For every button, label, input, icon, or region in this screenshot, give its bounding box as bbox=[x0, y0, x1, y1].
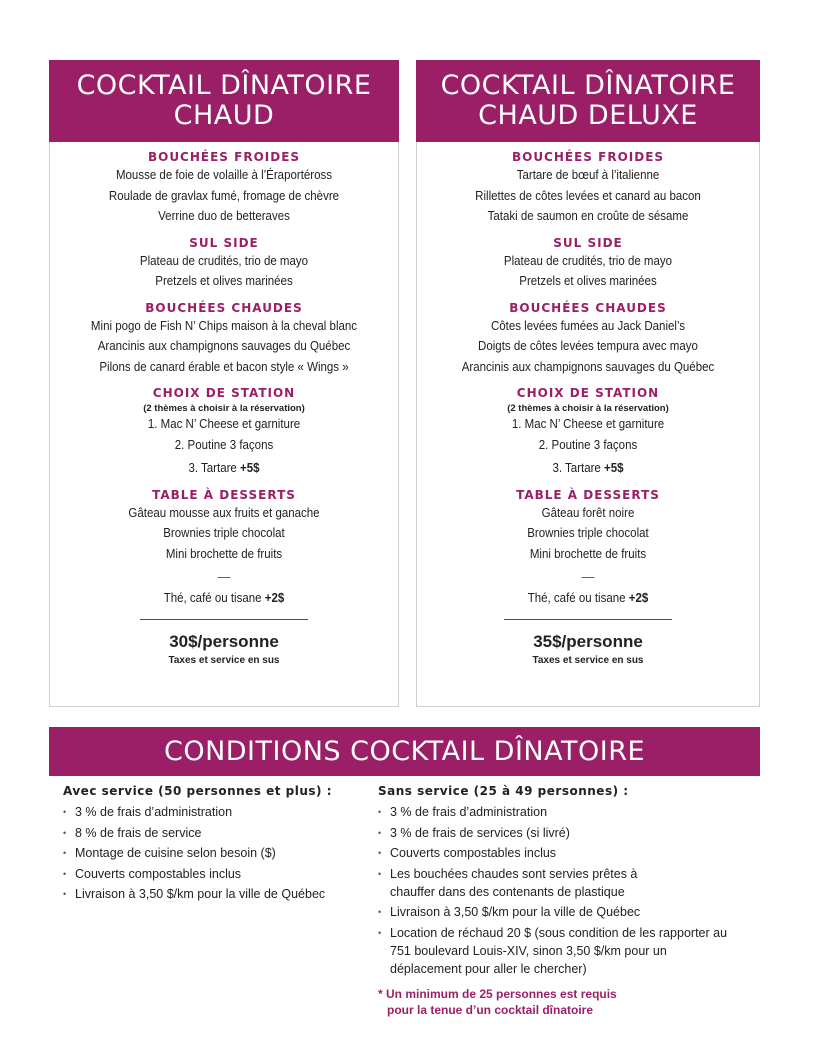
section-title: TABLE À DESSERTS bbox=[152, 487, 296, 502]
menu-item: Gâteau forêt noire bbox=[541, 505, 635, 520]
without-service-list bbox=[378, 803, 758, 978]
menu-item: Arancinis aux champignons sauvages du Québec bbox=[461, 359, 715, 374]
menu-item: Plateau de crudités, trio de mayo bbox=[139, 253, 309, 268]
price-divider bbox=[140, 619, 308, 620]
list-item: • Couverts compostables inclus bbox=[378, 844, 758, 862]
with-service-list bbox=[63, 803, 363, 903]
menu-item: Plateau de crudités, trio de mayo bbox=[503, 253, 673, 268]
price-per-person: 35$/personne bbox=[533, 631, 643, 651]
menu-item: Arancinis aux champignons sauvages du Québec bbox=[97, 339, 351, 353]
conditions-header bbox=[49, 727, 760, 776]
with-service-title: Avec service (50 personnes et plus) : bbox=[63, 784, 333, 798]
taxes-note: Taxes et service en sus bbox=[168, 654, 280, 666]
menu-item: 1. Mac N’ Cheese et garniture bbox=[147, 417, 301, 431]
section-title: BOUCHÉES FROIDES bbox=[147, 150, 301, 164]
conditions-title: CONDITIONS COCKTAIL DÎNATOIRE bbox=[163, 736, 646, 767]
menu-item: Rillettes de côtes levées et canard au bacon bbox=[475, 188, 701, 203]
menu-title-line1: COCKTAIL DÎNATOIRE bbox=[76, 70, 372, 101]
without-service-title: Sans service (25 à 49 personnes) : bbox=[378, 784, 629, 798]
menu-card-body bbox=[417, 142, 759, 666]
menu-item: Mini brochette de fruits bbox=[529, 546, 647, 561]
list-item: • Montage de cuisine selon besoin ($) bbox=[63, 844, 363, 862]
menu-item: Roulade de gravlax fumé, fromage de chèvre bbox=[108, 188, 340, 203]
menu-item: Pretzels et olives marinées bbox=[519, 274, 657, 288]
menu-item: Gâteau mousse aux fruits et ganache bbox=[128, 505, 320, 520]
list-item: • 8 % de frais de service bbox=[63, 824, 363, 842]
menu-item: Doigts de côtes levées tempura avec mayo bbox=[478, 339, 698, 353]
menu-title-line1: COCKTAIL DÎNATOIRE bbox=[440, 70, 736, 101]
menu-item: Tartare de bœuf à l’italienne bbox=[516, 168, 660, 182]
taxes-note: Taxes et service en sus bbox=[532, 654, 644, 666]
menu-item: Brownies triple chocolat bbox=[163, 526, 285, 540]
list-item: • 3 % de frais de services (si livré) bbox=[378, 824, 758, 842]
drinks-label: Thé, café ou tisane bbox=[527, 591, 626, 605]
drinks-label: Thé, café ou tisane bbox=[163, 591, 262, 605]
menu-card-body bbox=[50, 142, 398, 666]
menu-item: Brownies triple chocolat bbox=[527, 526, 649, 540]
station-note: (2 thèmes à choisir à la réservation) bbox=[507, 403, 669, 414]
list-item: • Livraison à 3,50 $/km pour la ville de Québec bbox=[378, 903, 758, 921]
menu-item: Côtes levées fumées au Jack Daniel’s bbox=[490, 318, 686, 333]
drinks-line bbox=[64, 588, 384, 609]
menu-item: Pilons de canard érable et bacon style « Wings » bbox=[99, 359, 349, 374]
menu-item: Mini pogo de Fish N’ Chips maison à la cheval blanc bbox=[90, 318, 358, 333]
menu-card-chaud-deluxe bbox=[416, 60, 760, 707]
section-title: BOUCHÉES CHAUDES bbox=[145, 300, 303, 315]
menu-item: Pretzels et olives marinées bbox=[155, 274, 293, 288]
section-title: SUL SIDE bbox=[189, 235, 259, 250]
minimum-note-line2: pour la tenue d’un cocktail dînatoire bbox=[387, 1002, 594, 1017]
section-title: TABLE À DESSERTS bbox=[516, 487, 660, 502]
section-title: CHOIX DE STATION bbox=[516, 386, 660, 400]
list-item: • Location de réchaud 20 $ (sous condition de les rapporter au 751 boulevard Louis-XIV, sinon 3,50 $/km pour un déplacement pour aller le chercher) bbox=[378, 924, 740, 978]
separator-dash: — bbox=[581, 569, 595, 584]
drinks-price: +2$ bbox=[264, 591, 285, 605]
menu-item: Verrine duo de betteraves bbox=[158, 209, 290, 223]
tartare-label: 3. Tartare bbox=[188, 461, 237, 475]
tartare-price: +5$ bbox=[604, 461, 624, 475]
menu-item: Tataki de saumon en croûte de sésame bbox=[487, 209, 689, 223]
tartare-label: 3. Tartare bbox=[552, 461, 601, 475]
minimum-note-line1: * Un minimum de 25 personnes est requis bbox=[378, 986, 617, 1001]
section-title: BOUCHÉES CHAUDES bbox=[509, 300, 667, 315]
station-note: (2 thèmes à choisir à la réservation) bbox=[143, 403, 305, 414]
list-item: • Livraison à 3,50 $/km pour la ville de Québec bbox=[63, 885, 363, 903]
menu-item: Mini brochette de fruits bbox=[165, 546, 283, 561]
menu-title-line2: CHAUD bbox=[173, 100, 275, 131]
price-per-person: 30$/personne bbox=[169, 631, 279, 651]
list-item: • Les bouchées chaudes sont servies prêtes à chauffer dans des contenants de plastique bbox=[378, 865, 640, 901]
price-divider bbox=[504, 619, 672, 620]
minimum-note bbox=[378, 986, 758, 1018]
drinks-line bbox=[431, 588, 746, 609]
tartare-price: +5$ bbox=[240, 461, 260, 475]
conditions-with-service bbox=[63, 783, 363, 906]
drinks-price: +2$ bbox=[628, 591, 649, 605]
menu-item: 1. Mac N’ Cheese et garniture bbox=[511, 417, 665, 431]
list-item: • Couverts compostables inclus bbox=[63, 865, 363, 883]
menu-card-header bbox=[49, 60, 399, 142]
menu-title-line2: CHAUD DELUXE bbox=[478, 100, 698, 131]
section-title: CHOIX DE STATION bbox=[152, 386, 296, 400]
list-item: • 3 % de frais d’administration bbox=[63, 803, 363, 821]
menu-card-header bbox=[416, 60, 760, 142]
list-item: • 3 % de frais d’administration bbox=[378, 803, 758, 821]
conditions-without-service bbox=[378, 783, 758, 1018]
menu-item: 2. Poutine 3 façons bbox=[538, 437, 638, 452]
separator-dash: — bbox=[217, 569, 231, 584]
menu-card-chaud bbox=[49, 60, 399, 707]
section-title: BOUCHÉES FROIDES bbox=[511, 150, 665, 164]
menu-item: 2. Poutine 3 façons bbox=[174, 437, 274, 452]
menu-item-tartare bbox=[431, 458, 746, 479]
section-title: SUL SIDE bbox=[553, 235, 623, 250]
menu-item: Mousse de foie de volaille à l’Éraportéross bbox=[115, 168, 333, 182]
menu-item-tartare bbox=[64, 458, 384, 479]
